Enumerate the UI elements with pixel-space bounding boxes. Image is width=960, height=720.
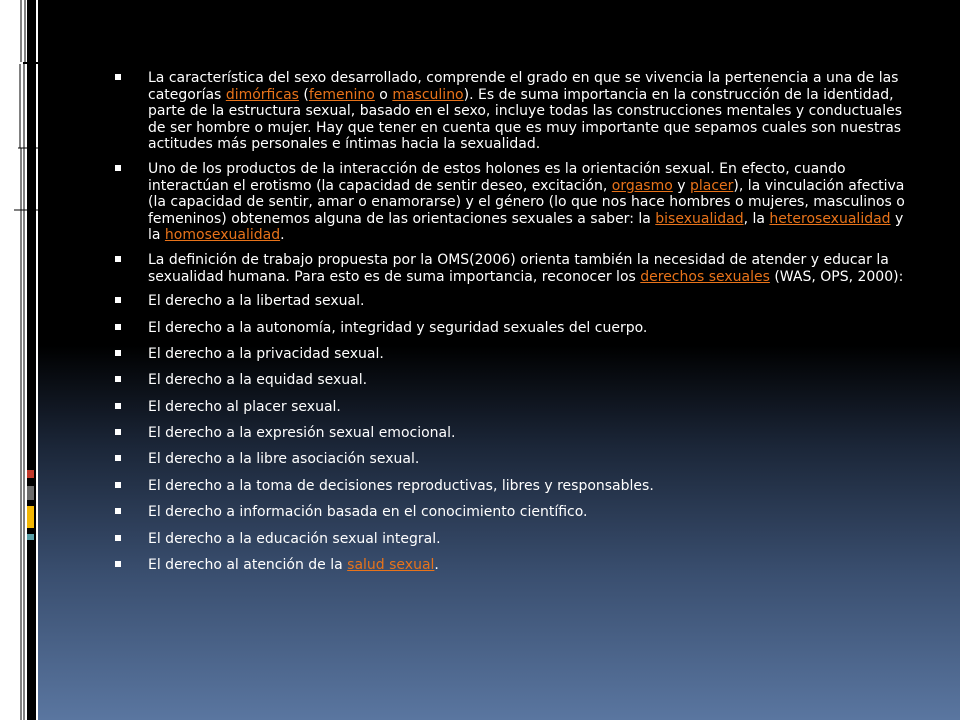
square-bullet-icon: [115, 376, 121, 382]
accent-bar-teal: [27, 534, 34, 540]
bullet-text: (WAS, OPS, 2000):: [769, 268, 904, 285]
bullet-text: El derecho a la educación sexual integral.: [148, 530, 441, 547]
square-bullet-icon: [115, 482, 121, 488]
bullet-text: La definición de trabajo propuesta por la OMS(2006) orienta también la necesidad de atender y educar la sexualidad humana. Para esto es de suma importancia, reconocer los: [148, 251, 889, 285]
link-homosexualidad[interactable]: homosexualidad: [164, 227, 281, 244]
right-bullet-10: [112, 531, 912, 548]
square-bullet-icon: [115, 535, 121, 541]
bullet-text: El derecho a la libertad sexual.: [148, 293, 365, 310]
left-decorative-strip: [0, 0, 38, 720]
bullet-text: La característica del sexo desarrollado, comprende el grado en que se vivencia la pertenencia a una de las categorías: [148, 70, 899, 103]
bullet-text: y: [672, 177, 690, 194]
right-bullet-2: [112, 320, 912, 337]
link-bisexualidad[interactable]: bisexualidad: [655, 210, 744, 227]
bullet-text: y la: [148, 210, 904, 244]
bullet-text: El derecho a la expresión sexual emocional.: [148, 425, 456, 442]
square-bullet-icon: [115, 350, 121, 356]
bullet-text: El derecho a la autonomía, integridad y seguridad sexuales del cuerpo.: [148, 319, 648, 336]
link-placer[interactable]: placer: [690, 177, 734, 194]
right-bullet-7: [112, 451, 912, 468]
bullet-text: El derecho a información basada en el conocimiento científico.: [148, 504, 588, 521]
link-femenino[interactable]: femenino: [308, 86, 375, 103]
square-bullet-icon: [115, 165, 121, 171]
link-masculino[interactable]: masculino: [392, 86, 464, 103]
paragraph-bullet-2: [112, 161, 912, 244]
bullet-text: Uno de los productos de la interacción de estos holones es la orientación sexual. En efecto, cuando interactúan el erotismo (la capacidad de sentir deseo, excitación,: [148, 160, 846, 194]
bullet-text: .: [280, 227, 285, 244]
bullet-text: El derecho al placer sexual.: [148, 398, 341, 415]
square-bullet-icon: [115, 324, 121, 330]
decorative-lines: [0, 0, 38, 720]
bullet-text: El derecho a la equidad sexual.: [148, 372, 368, 389]
bullet-text: El derecho a la privacidad sexual.: [148, 345, 384, 362]
accent-bar-yellow: [27, 506, 34, 528]
bullet-text: El derecho a la toma de decisiones reproductivas, libres y responsables.: [148, 477, 654, 494]
paragraph-bullet-1: [112, 70, 912, 153]
square-bullet-icon: [115, 403, 121, 409]
link-orgasmo[interactable]: orgasmo: [611, 177, 673, 194]
square-bullet-icon: [115, 561, 121, 567]
bullet-text: , la: [743, 210, 770, 227]
bullet-text: .: [434, 557, 439, 574]
bullet-text: o: [374, 86, 393, 103]
accent-bar-gray: [27, 486, 34, 500]
right-bullet-4: [112, 372, 912, 389]
link-derechos-sexuales[interactable]: derechos sexuales: [640, 268, 770, 285]
square-bullet-icon: [115, 297, 121, 303]
right-bullet-9: [112, 504, 912, 521]
bullet-list: [112, 70, 912, 574]
square-bullet-icon: [115, 429, 121, 435]
bullet-text: ), la vinculación afectiva (la capacidad de sentir, amar o enamorarse) y el género (lo que nos hace hombres o mujeres, masculinos o femeninos) obtenemos alguna de las orientaciones sexuales a saber: la: [148, 177, 905, 227]
square-bullet-icon: [115, 256, 121, 262]
right-bullet-8: [112, 478, 912, 495]
square-bullet-icon: [115, 74, 121, 80]
link-salud-sexual[interactable]: salud sexual: [347, 557, 435, 574]
right-bullet-11: [112, 557, 912, 574]
link-heterosexualidad[interactable]: heterosexualidad: [769, 210, 891, 227]
right-bullet-1: [112, 293, 912, 310]
bullet-text: El derecho a la libre asociación sexual.: [148, 451, 420, 468]
paragraph-bullet-3: [112, 252, 912, 285]
bullet-text: El derecho al atención de la: [148, 557, 348, 574]
right-bullet-5: [112, 399, 912, 416]
link-dimorficas[interactable]: dimórficas: [225, 86, 299, 103]
right-bullet-6: [112, 425, 912, 442]
accent-bar-red: [27, 470, 34, 478]
right-bullet-3: [112, 346, 912, 363]
square-bullet-icon: [115, 455, 121, 461]
slide-content: [112, 70, 912, 583]
square-bullet-icon: [115, 508, 121, 514]
bullet-text: ). Es de suma importancia en la construcción de la identidad, parte de la estructura sexual, basado en el sexo, incluye todas las construcciones mentales y conductuales de ser hombre o mujer. Hay que tener en cuenta que es muy importante que sepamos cuales son nuestras actitudes más personales e íntimas hacia la sexualidad.: [148, 86, 902, 153]
bullet-text: (: [298, 86, 309, 103]
